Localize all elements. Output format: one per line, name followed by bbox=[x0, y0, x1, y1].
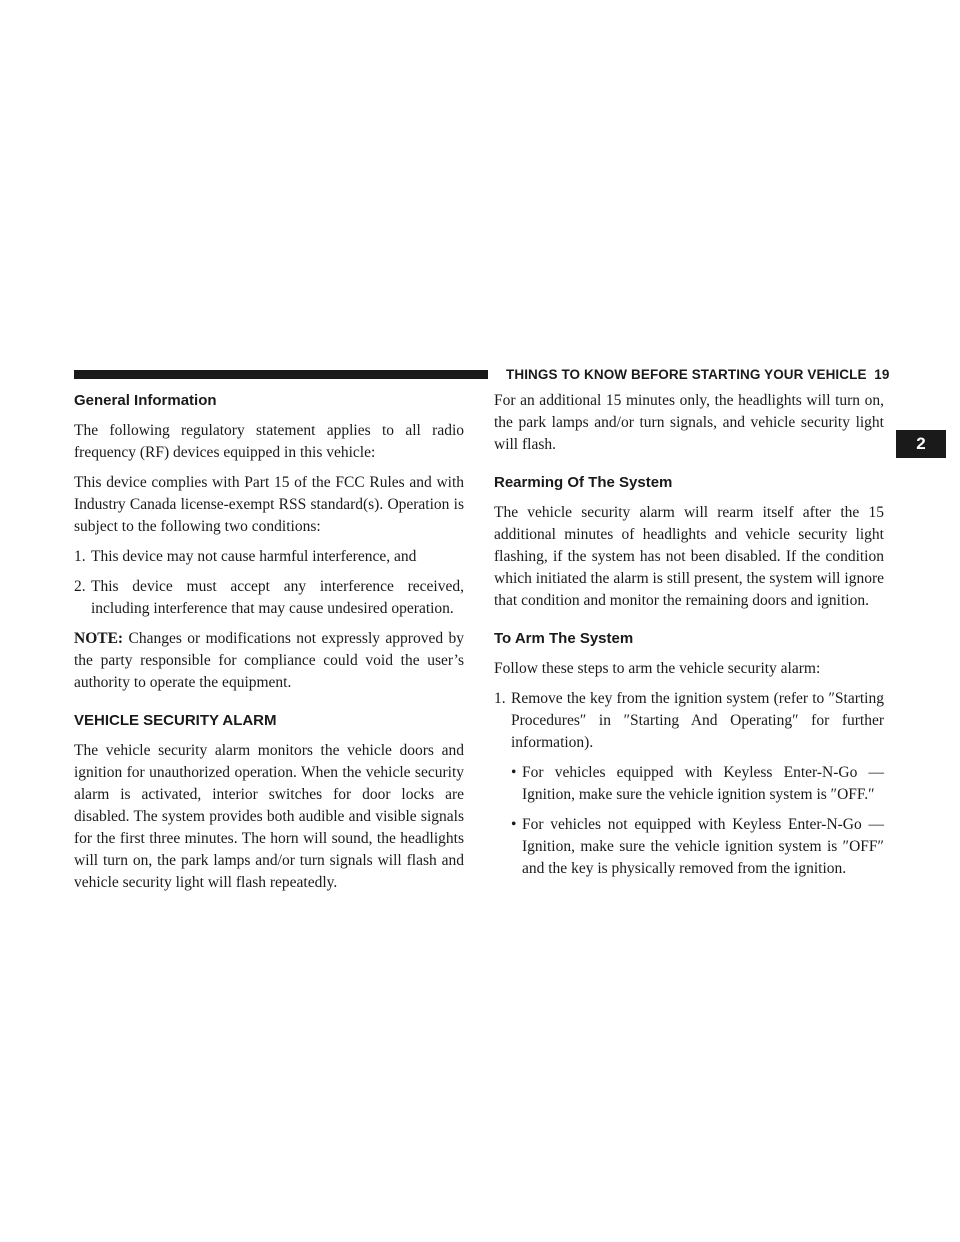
note-label: NOTE: bbox=[74, 630, 124, 647]
page-number: 19 bbox=[874, 367, 890, 382]
continuation-paragraph: For an additional 15 minutes only, the headlights will turn on, the park lamps and/or turn signals, and vehicle security light will flash. bbox=[494, 392, 884, 453]
vehicle-security-alarm-heading: VEHICLE SECURITY ALARM bbox=[74, 712, 277, 729]
header-rule bbox=[74, 370, 488, 379]
rearming-heading: Rearming Of The System bbox=[494, 474, 673, 491]
running-header bbox=[506, 366, 890, 384]
running-header-title: THINGS TO KNOW BEFORE STARTING YOUR VEHICLE bbox=[506, 367, 867, 382]
condition-number: 2. bbox=[74, 578, 86, 595]
general-paragraph-1: The following regulatory statement applies to all radio frequency (RF) devices equipped in this vehicle: bbox=[74, 422, 464, 461]
rearming-paragraph: The vehicle security alarm will rearm itself after the 15 additional minutes of headlights and vehicle security light flashing, if the system has not been disabled. If the condition which initiated the alarm is still present, the system will ignore that condition and monitor the remaining doors and ignition. bbox=[494, 504, 884, 609]
general-information-heading: General Information bbox=[74, 392, 217, 409]
condition-text: This device must accept any interference received, including interference that may cause undesired operation. bbox=[91, 578, 464, 617]
arm-intro-paragraph: Follow these steps to arm the vehicle security alarm: bbox=[494, 660, 821, 677]
arm-step-item bbox=[494, 688, 884, 754]
condition-text: This device may not cause harmful interference, and bbox=[91, 548, 417, 565]
bullet-mark: • bbox=[511, 816, 517, 833]
condition-item bbox=[74, 546, 464, 568]
condition-number: 1. bbox=[74, 548, 86, 565]
left-column bbox=[74, 390, 464, 902]
bullet-item bbox=[511, 814, 884, 880]
arm-step-text: Remove the key from the ignition system (refer to ″Starting Procedures″ in ″Starting And Operating″ for further information). bbox=[511, 690, 884, 751]
bullet-text: For vehicles equipped with Keyless Enter-N-Go — Ignition, make sure the vehicle ignition system is ″OFF.″ bbox=[522, 764, 884, 803]
arm-step-number: 1. bbox=[494, 690, 506, 707]
right-column bbox=[494, 390, 884, 888]
condition-item bbox=[74, 576, 464, 620]
bullet-item bbox=[511, 762, 884, 806]
alarm-paragraph: The vehicle security alarm monitors the vehicle doors and ignition for unauthorized operation. When the vehicle security alarm is activated, interior switches for door locks are disabled. The system provides both audible and visible signals for the first three minutes. The horn will sound, the headlights will turn on, the park lamps and/or turn signals will flash and vehicle security light will flash repeatedly. bbox=[74, 742, 464, 891]
bullet-mark: • bbox=[511, 764, 517, 781]
note-text: Changes or modifications not expressly approved by the party responsible for compliance could void the user’s authority to operate the equipment. bbox=[74, 630, 465, 691]
general-paragraph-2: This device complies with Part 15 of the FCC Rules and with Industry Canada license-exempt RSS standard(s). Operation is subject to the following two conditions: bbox=[74, 474, 464, 535]
arm-system-heading: To Arm The System bbox=[494, 630, 634, 647]
note-paragraph bbox=[74, 628, 464, 694]
chapter-tab: 2 bbox=[896, 430, 946, 458]
bullet-text: For vehicles not equipped with Keyless Enter-N-Go — Ignition, make sure the vehicle ignition system is ″OFF″ and the key is physically removed from the ignition. bbox=[522, 816, 884, 877]
